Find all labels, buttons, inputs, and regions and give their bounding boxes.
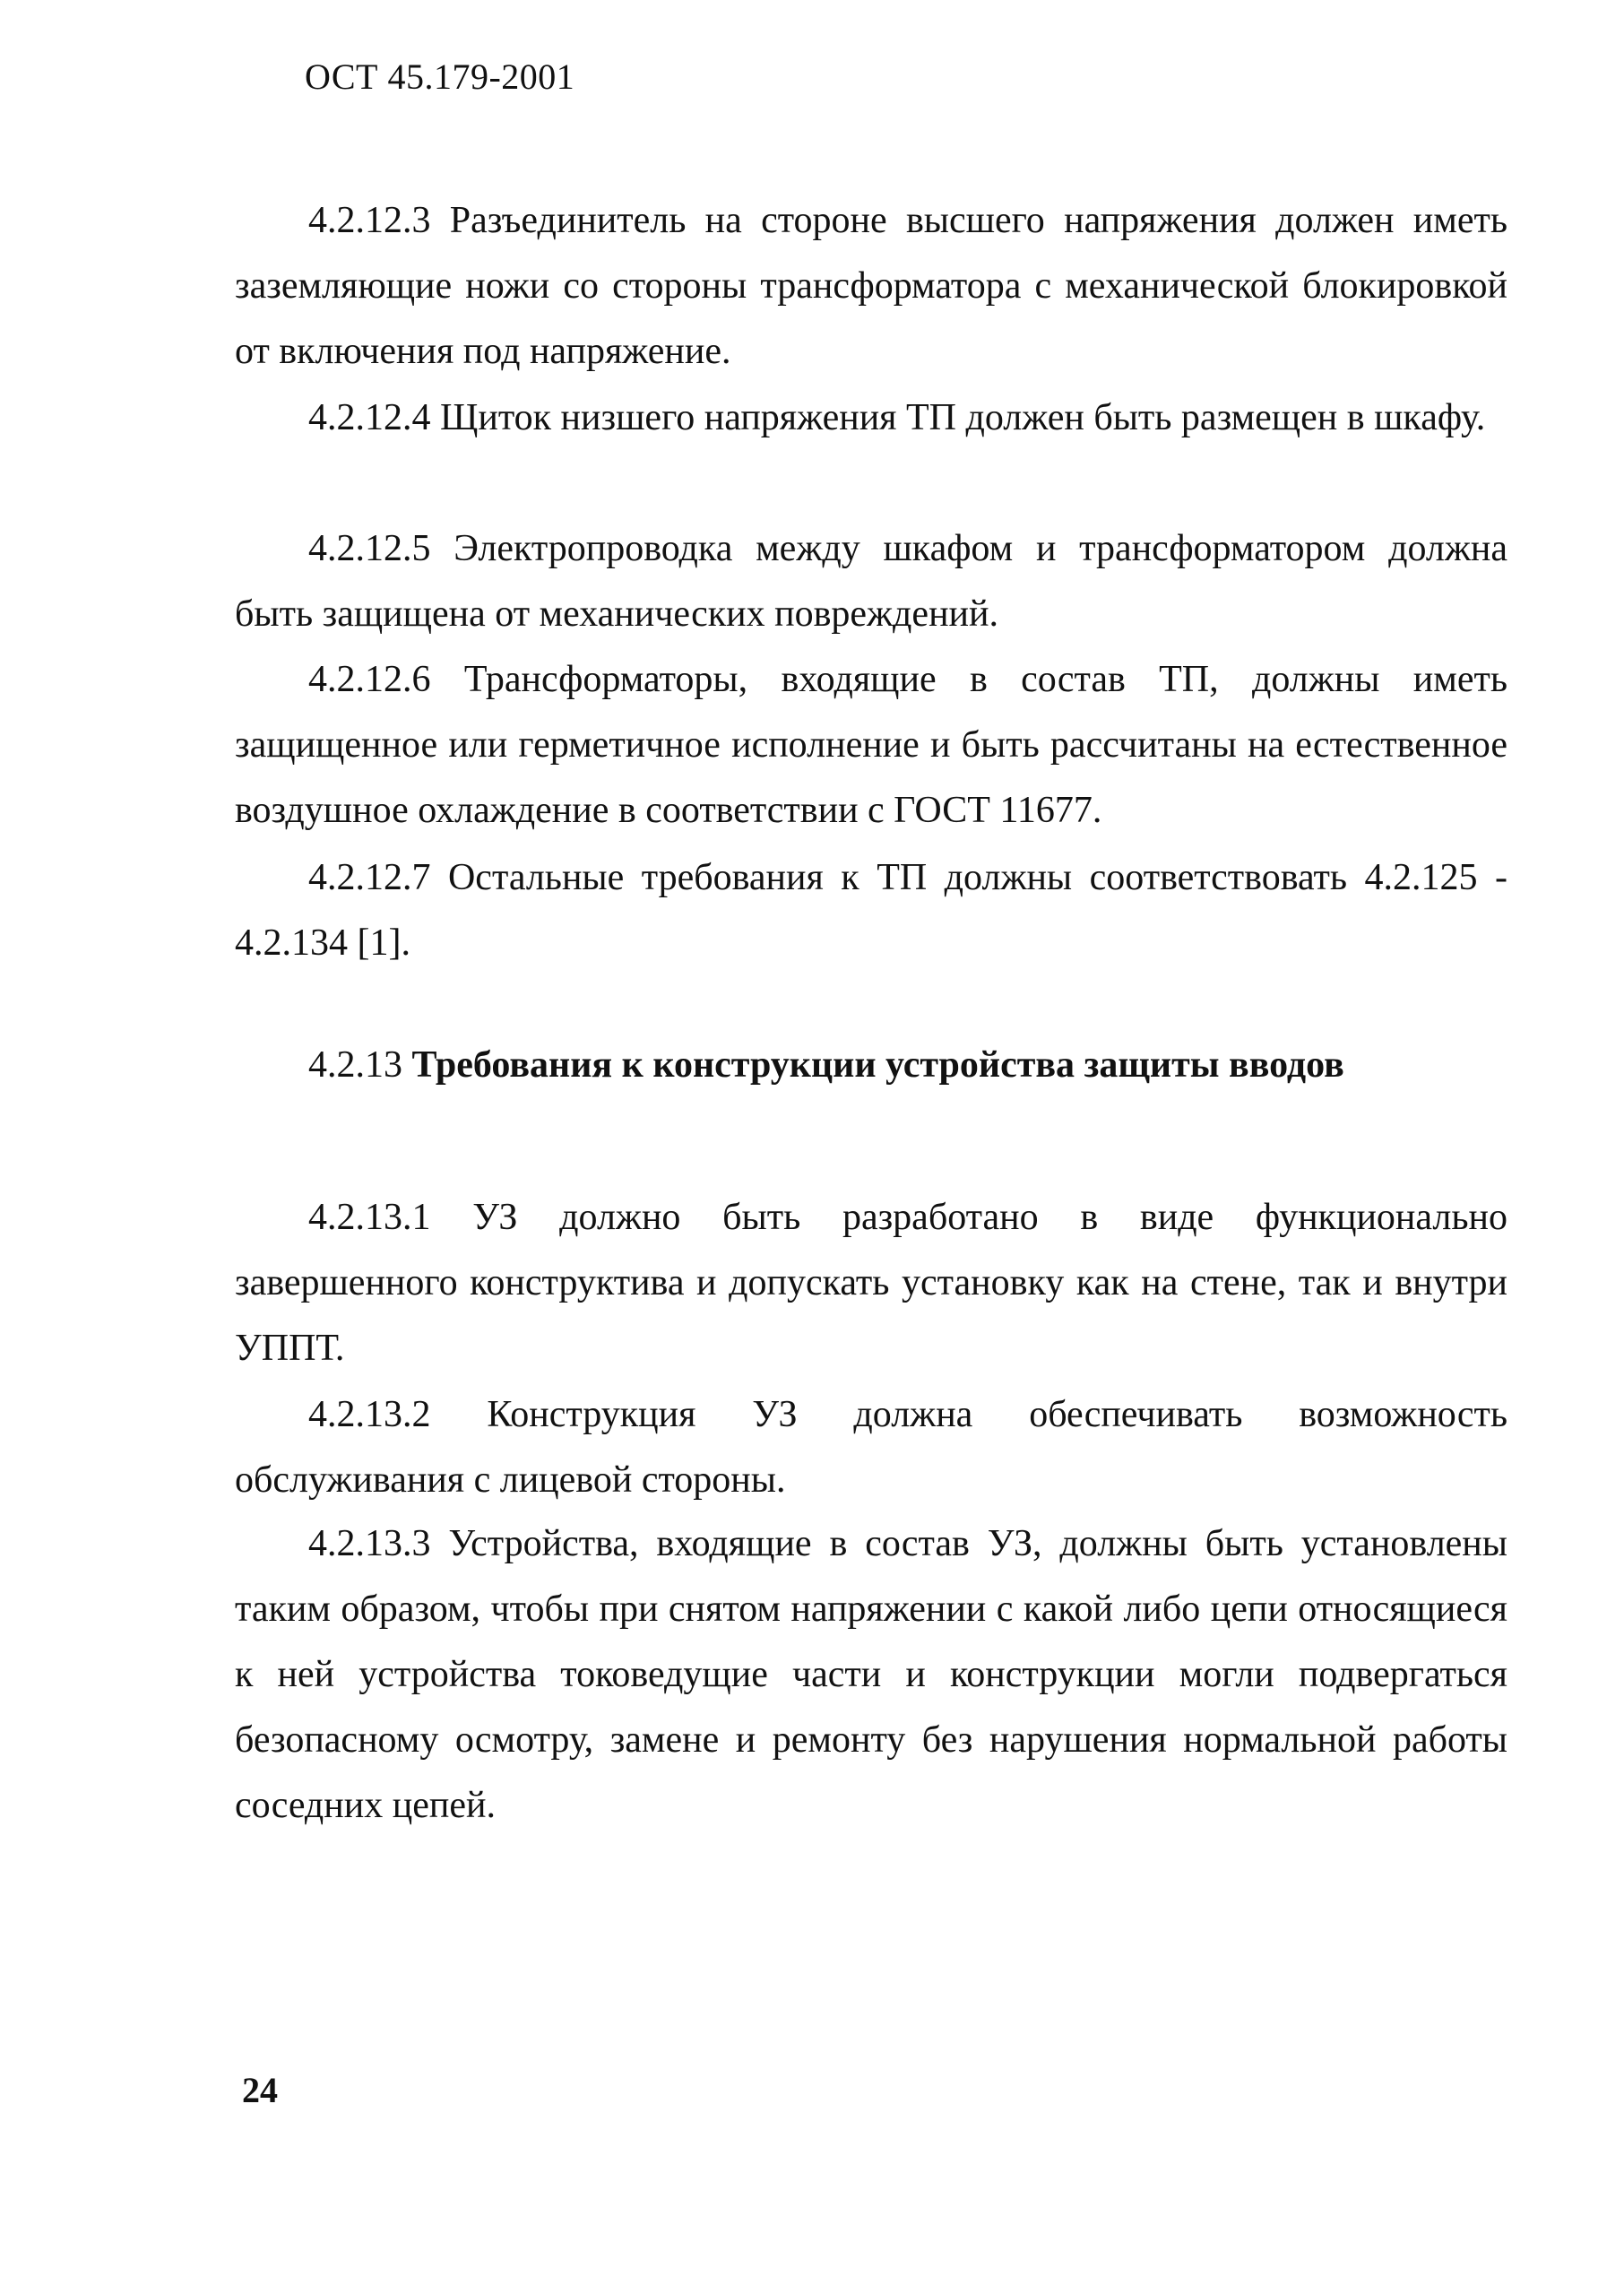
paragraph-4-2-12-5: 4.2.12.5 Электропроводка между шкафом и трансформатором должна быть защищена от механических повреждений. [235,528,1507,635]
paragraph-4-2-12-7: 4.2.12.7 Остальные требования к ТП должны соответствовать 4.2.125 - 4.2.134 [1]. [235,857,1507,964]
section-heading [308,1038,1344,1092]
paragraph-4-2-12-6: 4.2.12.6 Трансформаторы, входящие в состав ТП, должны иметь защищенное или герметичное исполнение и быть рассчитаны на естественное воздушное охлаждение в соответствии с ГОСТ 11677. [235,659,1507,831]
document-header: ОСТ 45.179-2001 [305,56,575,97]
section-heading-number: 4.2.13 [308,1044,402,1086]
paragraph-4-2-13-1: 4.2.13.1 УЗ должно быть разработано в виде функционально завершенного конструктива и допускать установку как на стене, так и внутри УППТ. [235,1197,1507,1369]
paragraph-4-2-13-3: 4.2.13.3 Устройства, входящие в состав УЗ, должны быть установлены таким образом, чтобы при снятом напряжении с какой либо цепи относящиеся к ней устройства токоведущие части и конструкции могли подвергаться безопасному осмотру, замене и ремонту без нарушения нормальной работы соседних цепей. [235,1523,1507,1826]
section-heading-title: Требования к конструкции устройства защиты вводов [411,1044,1344,1086]
page-number: 24 [242,2070,278,2110]
paragraph-4-2-12-4: 4.2.12.4 Щиток низшего напряжения ТП должен быть размещен в шкафу. [308,397,1486,438]
paragraph-4-2-13-2: 4.2.13.2 Конструкция УЗ должна обеспечивать возможность обслуживания с лицевой стороны. [235,1394,1507,1501]
paragraph-4-2-12-3: 4.2.12.3 Разъединитель на стороне высшего напряжения должен иметь заземляющие ножи со стороны трансформатора с механической блокировкой от включения под напряжение. [235,200,1507,372]
